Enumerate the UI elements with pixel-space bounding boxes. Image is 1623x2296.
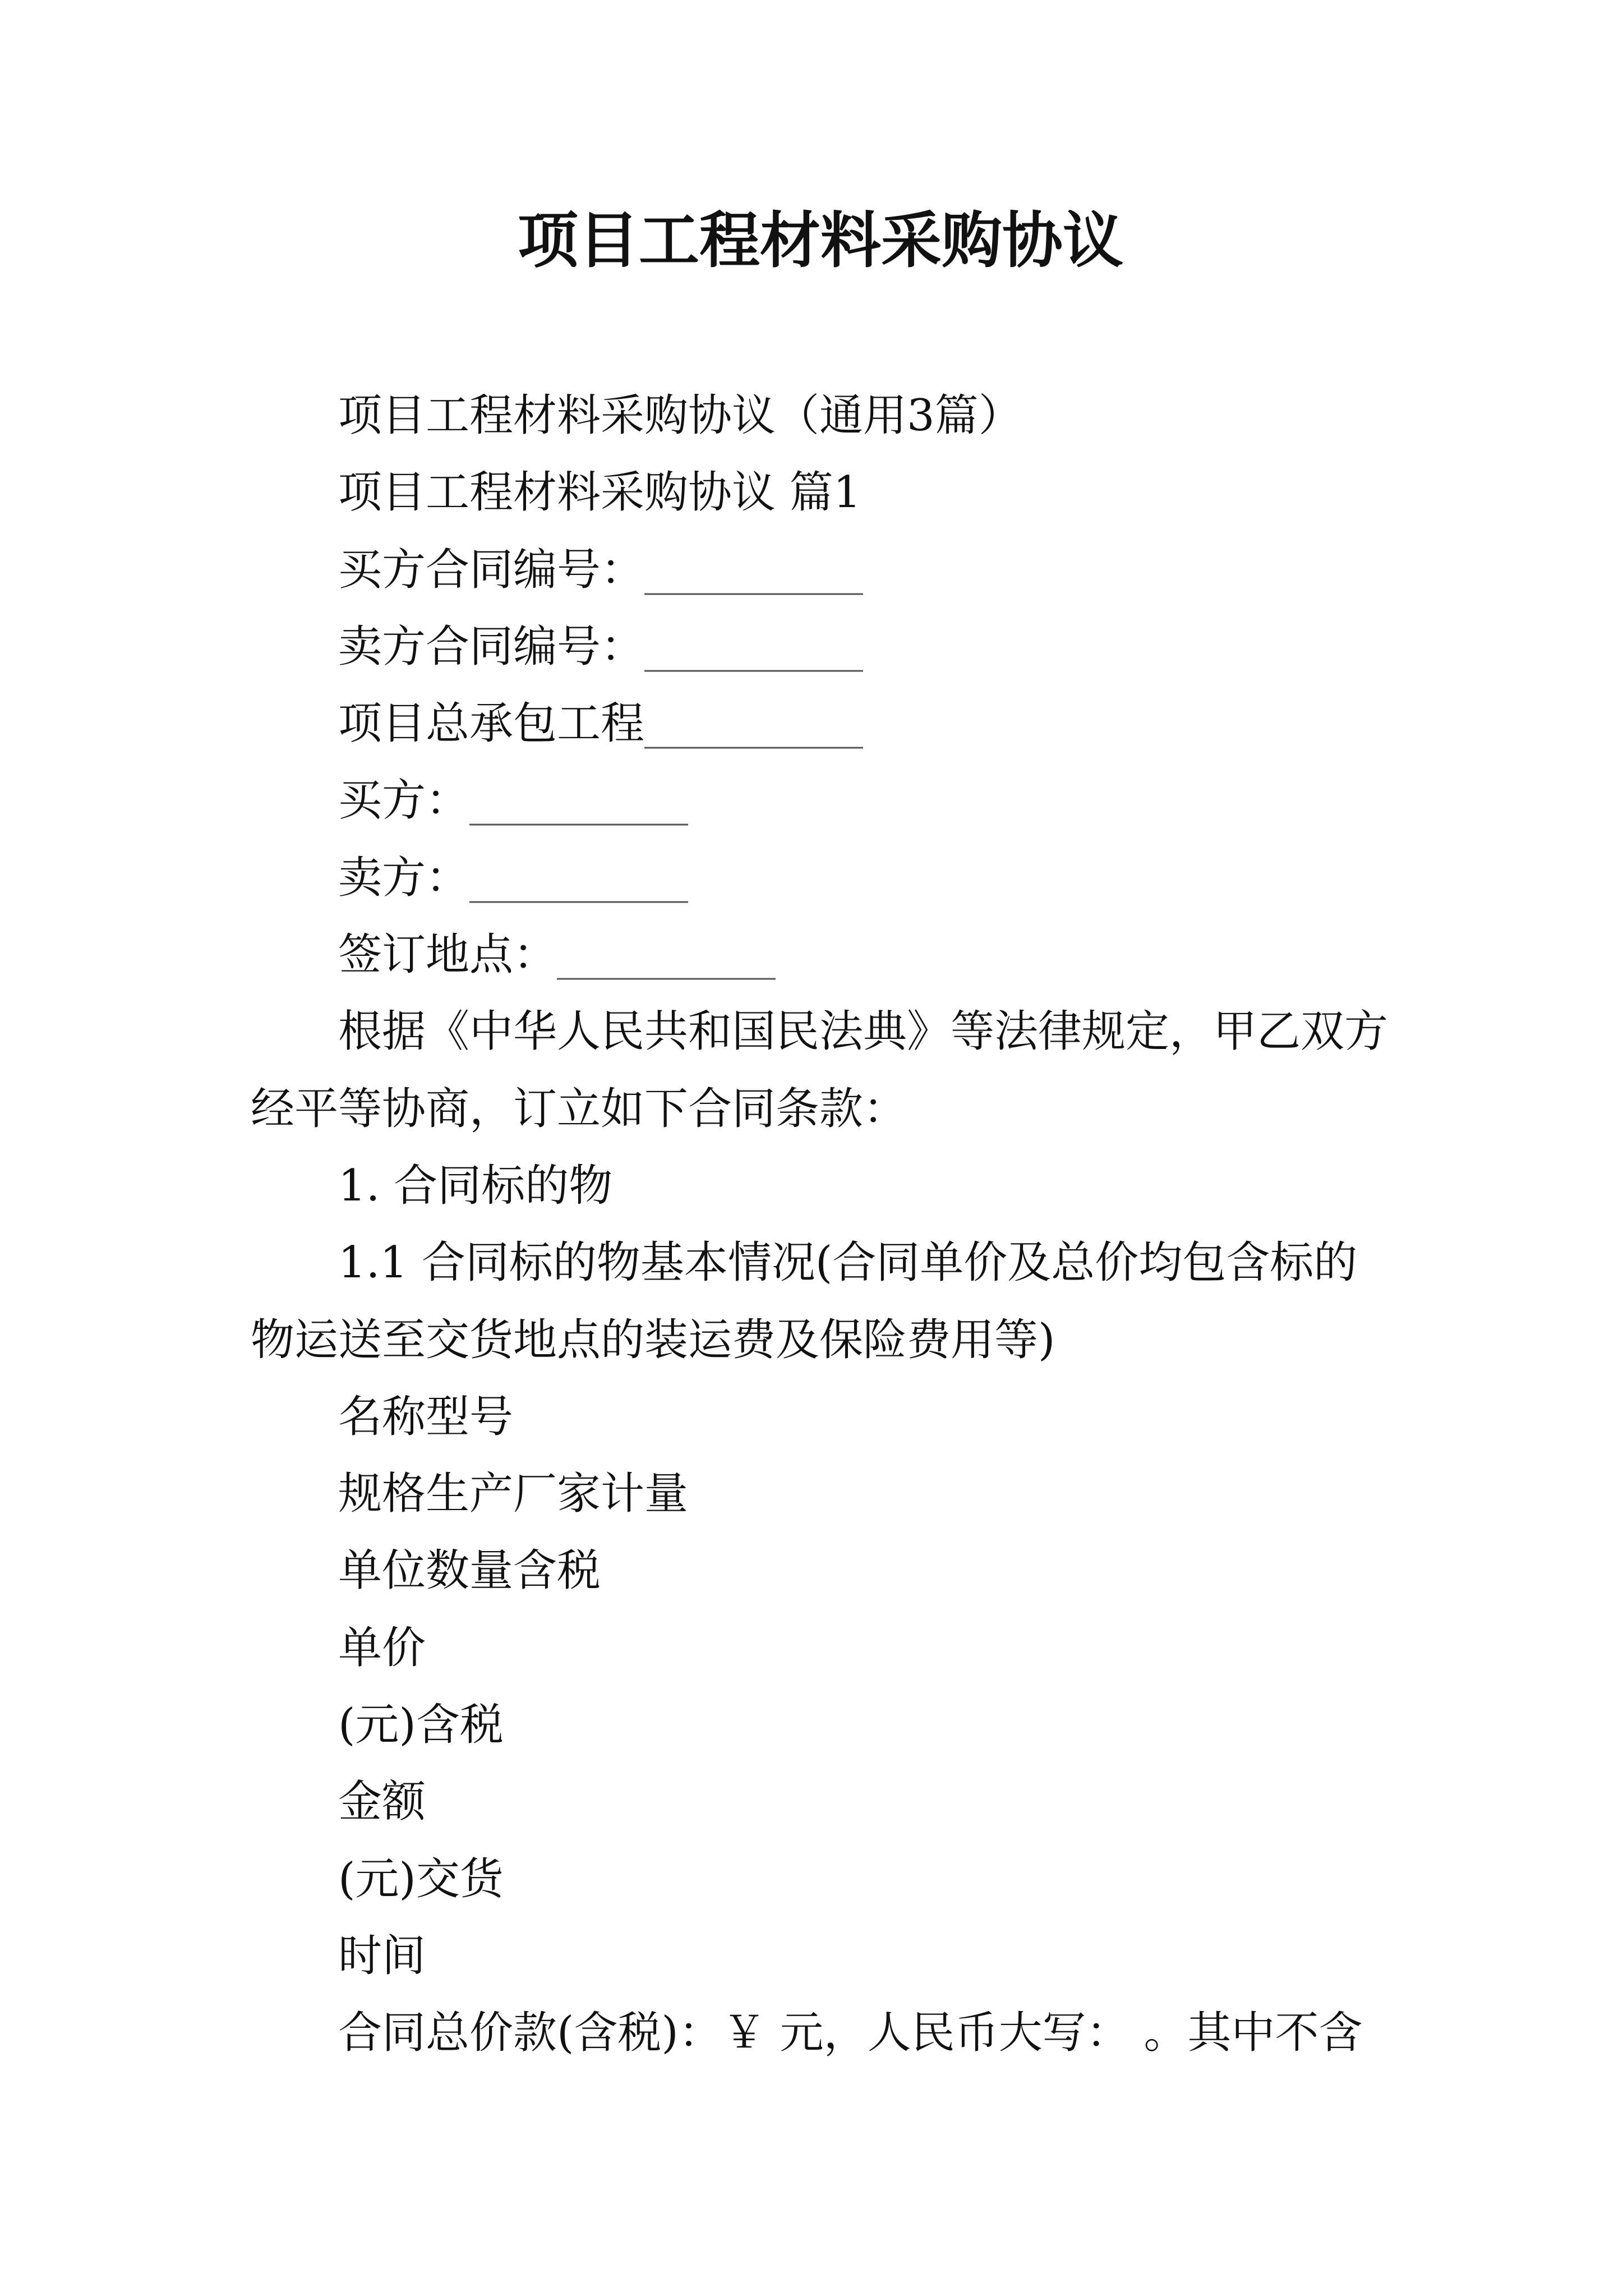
preamble-paragraph: 根据《中华人民共和国民法典》等法律规定，甲乙双方经平等协商，订立如下合同条款： <box>251 1006 1389 1134</box>
article-heading: 项目工程材料采购协议 篇1 <box>338 467 861 518</box>
clause-1-1-paragraph: 1.1 合同标的物基本情况(合同单价及总价均包含标的物运送至交货地点的装运费及保险费用等) <box>251 1237 1358 1365</box>
blank-line: __________ <box>469 775 689 826</box>
table-heading-line: 规格生产厂家计量 <box>338 1469 689 1520</box>
table-heading-line: (元)含税 <box>338 1700 504 1751</box>
blank-line: __________ <box>644 544 864 595</box>
buyer-contract-number-field <box>251 532 1390 609</box>
blank-line: __________ <box>644 621 864 672</box>
table-heading-line: 单位数量含税 <box>338 1545 601 1596</box>
field-label: 卖方： <box>338 852 470 903</box>
document-title: 项目工程材料采购协议 <box>517 205 1123 276</box>
field-label: 买方合同编号： <box>338 544 645 595</box>
total-price-line: 合同总价款(含税)：￥ 元，人民币大写： 。其中不含 <box>338 2008 1363 2059</box>
collection-title: 项目工程材料采购协议（通用3篇） <box>338 390 1022 441</box>
general-contract-project-field <box>251 685 1390 762</box>
table-heading-line: 金额 <box>338 1777 426 1828</box>
clause-1-heading: 1. 合同标的物 <box>338 1160 613 1211</box>
table-heading-line: 单价 <box>338 1622 426 1673</box>
field-label: 签订地点： <box>338 930 557 981</box>
blank-line: __________ <box>469 852 689 903</box>
buyer-field <box>251 762 1390 839</box>
field-label: 项目总承包工程 <box>338 698 645 749</box>
table-heading-line: 时间 <box>338 1930 426 1981</box>
table-heading-line: 名称型号 <box>338 1391 514 1442</box>
field-label: 卖方合同编号： <box>338 621 645 672</box>
document-body <box>251 378 1390 2072</box>
seller-field <box>251 840 1390 917</box>
seller-contract-number-field <box>251 609 1390 685</box>
field-label: 买方： <box>338 775 470 826</box>
table-heading-line: (元)交货 <box>338 1853 504 1904</box>
signing-place-field <box>251 917 1390 993</box>
blank-line: __________ <box>644 698 864 749</box>
blank-line: __________ <box>557 930 776 981</box>
